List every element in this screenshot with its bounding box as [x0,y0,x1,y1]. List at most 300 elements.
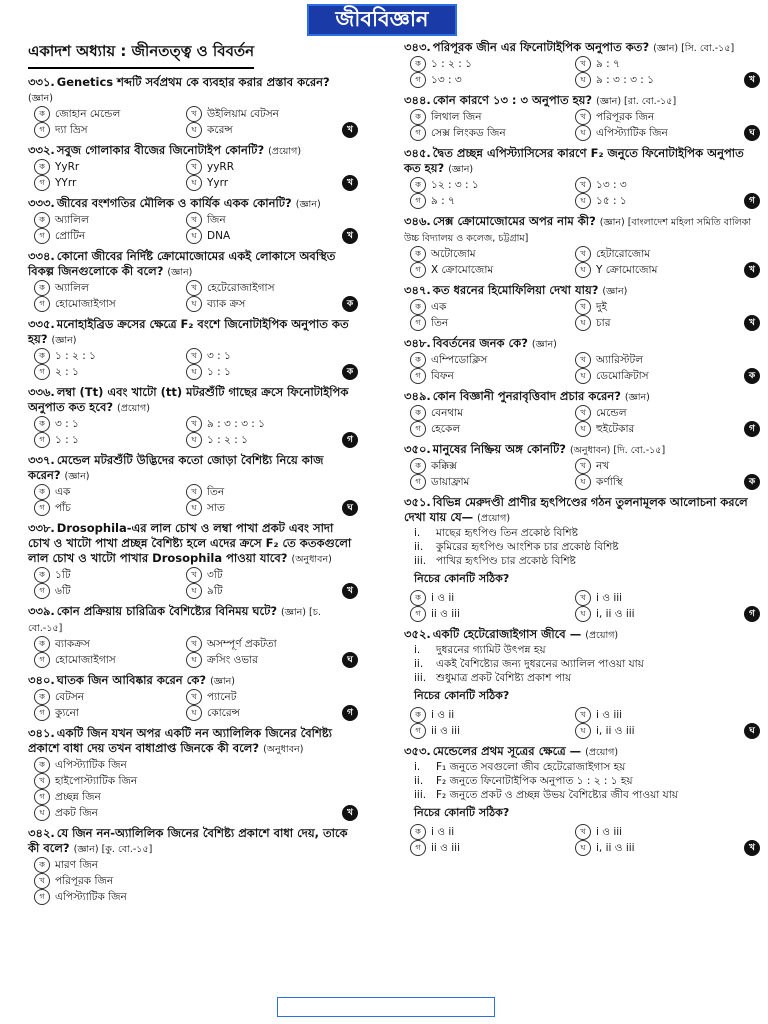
option-marker: ক [410,458,426,474]
question-number: ৩৩৮. [28,521,55,535]
question-text [28,196,358,212]
option-text: i, ii ও iii [596,608,635,620]
answer-badge: গ [342,705,358,721]
statement-item [414,643,760,657]
question-number: ৩৫০. [404,442,431,456]
options-grid [34,636,332,668]
option-item[interactable] [575,458,734,474]
option-item[interactable] [575,315,734,331]
options-grid [34,567,332,599]
statement-item [414,657,760,671]
option-marker: ক [410,299,426,315]
option-marker: গ [34,364,50,380]
option-item[interactable] [34,348,180,364]
question-tag: (জ্ঞান) [624,392,650,403]
option-text: Y ক্রোমোজোম [596,264,658,276]
question-stem: কোনো জীবের নির্দিষ্ট ক্রোমোজোমের একই লোকাসে অবস্থিত বিকল্প জিনগুলোকে কী বলে? [28,249,336,278]
option-text: ১ : ২ : ১ [431,58,472,70]
option-item[interactable] [34,857,332,873]
option-item[interactable] [575,421,734,437]
option-item[interactable] [575,352,734,368]
option-item[interactable] [410,56,569,72]
option-item[interactable] [575,299,734,315]
option-item[interactable] [186,364,332,380]
option-text: i ও ii [431,826,455,838]
option-text: উইলিয়াম বেটসন [207,108,279,120]
options-grid [34,689,332,721]
question-text [28,826,358,857]
option-text: ৯ : ৭ [596,58,620,70]
option-marker: ঘ [186,296,202,312]
option-marker: খ [186,348,202,364]
option-marker: ক [410,590,426,606]
question-tag: (জ্ঞান) [28,93,53,104]
option-item[interactable] [186,652,332,668]
answer-badge: ঘ [342,500,358,516]
statement-text: F₁ জনুতে সবগুলো জীব হেটেরোজাইগাস হয় [436,761,626,773]
option-text: i ও iii [596,709,623,721]
question-text [404,93,760,109]
option-item[interactable] [410,590,569,606]
statement-roman: ii. [414,775,424,787]
option-item[interactable] [575,246,734,262]
options-grid [34,757,332,821]
question-text [28,75,358,106]
options-grid [34,106,332,138]
option-item[interactable] [410,824,569,840]
option-marker: খ [575,352,591,368]
option-marker: ক [410,109,426,125]
question-item [28,317,358,380]
option-marker: ঘ [186,175,202,191]
option-marker: খ [575,246,591,262]
option-text: অ্যালিল [55,282,89,294]
option-item[interactable] [34,689,180,705]
question-item [404,93,760,141]
option-item[interactable] [34,212,180,228]
option-item[interactable] [186,636,332,652]
option-item[interactable] [575,193,734,209]
option-item[interactable] [410,109,569,125]
option-marker: খ [575,299,591,315]
option-item[interactable] [410,458,569,474]
statement-item [414,554,760,568]
statement-item [414,774,760,788]
option-item[interactable] [410,72,569,88]
option-item[interactable] [410,299,569,315]
question-number: ৩৪৭. [404,283,431,297]
question-text [28,249,358,280]
question-tag: (জ্ঞান) [রা. বো.-১৫] [596,96,677,107]
option-text: পাঁচ [55,502,71,514]
question-stem: মেন্ডেল মটরশুঁটি উদ্ভিদের কতো জোড়া বৈশিষ্ট্য নিয়ে কাজ করেন? [28,453,324,482]
option-marker: গ [410,262,426,278]
option-item[interactable] [186,212,332,228]
left-column [28,40,358,910]
option-item[interactable] [575,72,734,88]
question-number: ৩৫৩. [404,744,431,758]
option-marker: ঘ [575,72,591,88]
options-grid [410,109,734,141]
option-text: ৩ : ১ [207,350,231,362]
option-marker: গ [34,175,50,191]
option-item[interactable] [186,500,332,516]
option-item[interactable] [575,56,734,72]
statement-item [414,671,760,685]
question-tag: (জ্ঞান) [চ. বো.-১৫] [28,607,321,634]
option-text: ১ : ২ : ১ [55,350,96,362]
option-item[interactable] [410,352,569,368]
option-item[interactable] [34,773,332,789]
question-item [404,744,760,856]
question-number: ৩৪৬. [404,214,431,228]
option-text: পরিপূরক জিন [596,111,655,123]
options-grid [410,352,734,384]
option-item[interactable] [410,840,569,856]
question-number: ৩৪০. [28,673,55,687]
option-item[interactable] [34,296,180,312]
option-item[interactable] [34,583,180,599]
option-item[interactable] [410,474,569,490]
question-number: ৩৩৩. [28,196,55,210]
question-stem: কোন কারণে ১৩ : ৩ অনুপাত হয়? [432,93,593,107]
option-text: ডায়াফ্রাম [431,476,470,488]
right-question-list [404,40,760,856]
option-item[interactable] [575,262,734,278]
question-stem: পরিপূরক জীন এর ফিনোটাইপিক অনুপাত কত? [432,40,650,54]
option-item[interactable] [410,315,569,331]
question-item [404,627,760,739]
option-item[interactable] [34,636,180,652]
option-text: ক্যুনো [55,707,79,719]
option-item[interactable] [186,280,332,296]
question-item [404,495,760,622]
option-text: বেটসন [55,691,85,703]
statement-item [414,526,760,540]
option-text: i ও ii [431,709,455,721]
option-item[interactable] [34,175,180,191]
option-text: X ক্রোমোজোম [431,264,494,276]
question-tag: (প্রয়োগ) [117,403,150,414]
question-number: ৩৪৩. [404,40,431,54]
option-item[interactable] [34,364,180,380]
option-item[interactable] [575,405,734,421]
answer-badge: ঘ [744,723,760,739]
option-text: পরিপূরক জিন [55,875,114,887]
option-marker: ক [34,280,50,296]
question-item [28,453,358,516]
question-tag: (প্রয়োগ) [268,146,302,157]
answer-badge: ক [342,364,358,380]
option-item[interactable] [575,723,734,739]
option-item[interactable] [575,474,734,490]
question-item [404,336,760,384]
question-number: ৩৩৭. [28,453,55,467]
question-item [28,196,358,244]
option-item[interactable] [410,421,569,437]
question-number: ৩৩৫. [28,317,55,331]
option-item[interactable] [575,177,734,193]
option-text: ৬টি [55,585,71,597]
option-marker: গ [34,432,50,448]
question-number: ৩৪৫. [404,146,431,160]
option-item[interactable] [575,368,734,384]
option-text: করেন্স [207,124,233,136]
option-item[interactable] [34,280,180,296]
question-tag: (জ্ঞান) [448,164,474,175]
option-marker: ক [34,757,50,773]
option-item[interactable] [410,246,569,262]
option-item[interactable] [575,125,734,141]
question-text [404,214,760,246]
option-text: অটোজোম [431,248,476,260]
option-marker: খ [575,56,591,72]
option-marker: ঘ [575,421,591,437]
page-title: জীববিজ্ঞান [335,6,429,31]
option-item[interactable] [575,840,734,856]
option-item[interactable] [34,567,180,583]
option-item[interactable] [34,789,332,805]
question-tag: (জ্ঞান) [602,286,628,297]
option-item[interactable] [34,500,180,516]
option-marker: ক [34,636,50,652]
statement-item [414,788,760,802]
option-marker: গ [410,193,426,209]
statement-text: কুমিরের হৃৎপিণ্ড আংশিক চার প্রকোষ্ঠ বিশিষ্ট [436,541,619,553]
option-marker: গ [410,474,426,490]
statement-roman: i. [414,527,421,539]
option-text: ii ও iii [431,725,460,737]
options-grid [410,458,734,490]
question-text [404,495,760,526]
options-grid [410,707,734,739]
option-text: অ্যারিস্টটল [596,354,644,366]
option-marker: খ [186,484,202,500]
option-item[interactable] [34,889,332,905]
question-stem: বিভিন্ন মেরুদণ্ডী প্রাণীর হৃৎপিণ্ডের গঠন তুলনামূলক আলোচনা করলে দেখা যায় যে— [404,495,748,524]
option-item[interactable] [410,193,569,209]
option-text: তিন [207,486,225,498]
question-item [28,673,358,721]
question-text [28,604,358,636]
option-text: এক [431,301,447,313]
option-item[interactable] [34,757,332,773]
statement-text: একই বৈশিষ্ট্যের জন্য দুধরনের অ্যালিল পাওয়া যায় [436,658,644,670]
option-marker: ঘ [575,723,591,739]
option-item[interactable] [575,606,734,622]
option-marker: ঘ [575,840,591,856]
option-item[interactable] [186,348,332,364]
option-item[interactable] [186,106,332,122]
answer-badge: খ [744,72,760,88]
option-item[interactable] [186,296,332,312]
option-text: হাইপোস্ট্যাটিক জিন [55,775,138,787]
statement-text: F₂ জনুতে ফিনোটাইপিক অনুপাত ১ : ২ : ১ হয় [436,775,633,787]
option-marker: খ [186,567,202,583]
option-marker: ঘ [575,606,591,622]
options-grid [410,246,734,278]
option-item[interactable] [186,567,332,583]
question-stem: মনোহাইব্রিড ক্রসের ক্ষেত্রে F₂ বংশে জিনোটাইপিক অনুপাত কত হয়? [28,317,349,346]
option-marker: গ [410,125,426,141]
question-text [404,336,760,352]
question-text [404,442,760,458]
option-marker: ঘ [575,125,591,141]
option-item[interactable] [186,122,332,138]
option-text: i ও iii [596,826,623,838]
options-grid [34,416,332,448]
statement-item [414,760,760,774]
option-text: i ও ii [431,592,455,604]
option-text: ৩ : ১ [55,418,79,430]
option-item[interactable] [186,159,332,175]
question-number: ৩৪৪. [404,93,431,107]
statement-roman: iii. [414,672,427,684]
option-item[interactable] [186,689,332,705]
option-marker: গ [34,705,50,721]
option-item[interactable] [186,705,332,721]
sub-question: নিচের কোনটি সঠিক? [414,572,510,585]
option-item[interactable] [410,368,569,384]
option-text: ব্যাকক্রস [55,638,90,650]
option-item[interactable] [34,122,180,138]
sub-question: নিচের কোনটি সঠিক? [414,806,510,819]
question-item [404,389,760,437]
option-marker: খ [575,405,591,421]
question-stem: Drosophila-এর লাল চোখ ও লম্বা পাখা প্রকট এবং সাদা চোখ ও খাটো পাখা প্রচ্ছন্ন বৈশিষ্ট্য হলে এদের ক্রসে F₂ তে কতকগুলো লাল চোখ ও খাটো পাখার Drosophila পাওয়া যাবে? [28,521,352,565]
option-marker: ঘ [186,432,202,448]
statement-roman: ii. [414,541,424,553]
option-item[interactable] [186,484,332,500]
options-grid [410,56,734,88]
question-stem: একটি জিন যখন অপর একটি নন অ্যালিলিক জিনের বৈশিষ্ট্য প্রকাশে বাধা দেয় তখন বাধাপ্রাপ্ত জিনকে কী বলে? [28,726,332,755]
option-item[interactable] [34,652,180,668]
statement-roman: i. [414,761,421,773]
option-marker: ঘ [186,364,202,380]
question-number: ৩৩৪. [28,249,55,263]
option-marker: গ [410,606,426,622]
option-item[interactable] [575,109,734,125]
option-item[interactable] [410,177,569,193]
option-marker: ঘ [186,228,202,244]
question-stem: Genetics শব্দটি সর্বপ্রথম কে ব্যবহার করার প্রস্তাব করেন? [56,75,330,89]
option-marker: ক [34,484,50,500]
option-text: ৯টি [207,585,223,597]
option-item[interactable] [34,705,180,721]
option-item[interactable] [34,106,180,122]
answer-badge: গ [744,606,760,622]
option-marker: ঘ [186,583,202,599]
option-item[interactable] [186,175,332,191]
options-grid [410,177,734,209]
question-text [404,40,760,56]
question-number: ৩৫২. [404,627,431,641]
answer-badge: খ [342,175,358,191]
option-marker: ক [34,212,50,228]
option-item[interactable] [575,824,734,840]
option-text: দুই [596,301,607,313]
question-text [28,521,358,567]
option-text: এম্পিডোক্লিস [431,354,488,366]
option-item[interactable] [186,432,332,448]
question-text [28,143,358,159]
page-title-box [307,4,457,36]
option-text: সেক্স লিংকড জিন [431,127,506,139]
option-item[interactable] [186,583,332,599]
option-marker: ক [410,177,426,193]
option-item[interactable] [186,416,332,432]
option-item[interactable] [575,707,734,723]
option-marker: গ [34,652,50,668]
options-grid [34,484,332,516]
question-text [28,673,358,689]
option-item[interactable] [410,707,569,723]
question-tag: (অনুধাবন) [দি. বো.-১৫] [569,445,666,456]
question-tag: (প্রয়োগ) [585,747,619,758]
option-text: ৯ : ৭ [431,195,455,207]
options-grid [410,299,734,331]
option-text: এপিস্ট্যাটিক জিন [596,127,668,139]
statement-roman: iii. [414,789,427,801]
question-tag: (অনুধাবন) [263,744,304,755]
option-marker: গ [34,228,50,244]
option-marker: ক [410,405,426,421]
option-item[interactable] [34,416,180,432]
options-grid [410,824,734,856]
option-text: ৯ : ৩ : ৩ : ১ [596,74,654,86]
option-item[interactable] [34,873,332,889]
option-text: কোরেন্স [207,707,240,719]
option-marker: খ [186,106,202,122]
option-marker: খ [34,773,50,789]
question-tag: (প্রয়োগ) [585,630,619,641]
question-item [404,40,760,88]
option-marker: গ [410,723,426,739]
question-item [28,826,358,905]
option-text: ii ও iii [431,608,460,620]
option-marker: গ [34,889,50,905]
option-text: ৯ : ৩ : ৩ : ১ [207,418,265,430]
option-text: হেকেল [431,423,461,435]
right-column [404,40,760,861]
question-stem: কোন প্রক্রিয়ায় চারিত্রিক বৈশিষ্ট্যের বিনিময় ঘটে? [56,604,278,618]
option-item[interactable] [410,606,569,622]
option-item[interactable] [34,228,180,244]
option-text: বিফন [431,370,454,382]
option-marker: ঘ [186,122,202,138]
option-item[interactable] [186,228,332,244]
option-item[interactable] [410,723,569,739]
option-item[interactable] [575,590,734,606]
option-item[interactable] [34,484,180,500]
option-item[interactable] [34,432,180,448]
question-number: ৩৪৯. [404,389,431,403]
question-tag: (জ্ঞান) [কু. বো.-১৫] [73,844,153,855]
option-item[interactable] [410,262,569,278]
question-text [28,453,358,484]
answer-badge: খ [342,805,358,821]
option-text: মারণ জিন [55,859,99,871]
option-marker: খ [575,707,591,723]
option-marker: ঘ [575,474,591,490]
option-text: এপিস্ট্যাটিক জিন [55,759,127,771]
option-item[interactable] [410,405,569,421]
option-item[interactable] [34,805,332,821]
option-item[interactable] [34,159,180,175]
question-item [404,442,760,490]
option-marker: ক [410,352,426,368]
option-item[interactable] [410,125,569,141]
